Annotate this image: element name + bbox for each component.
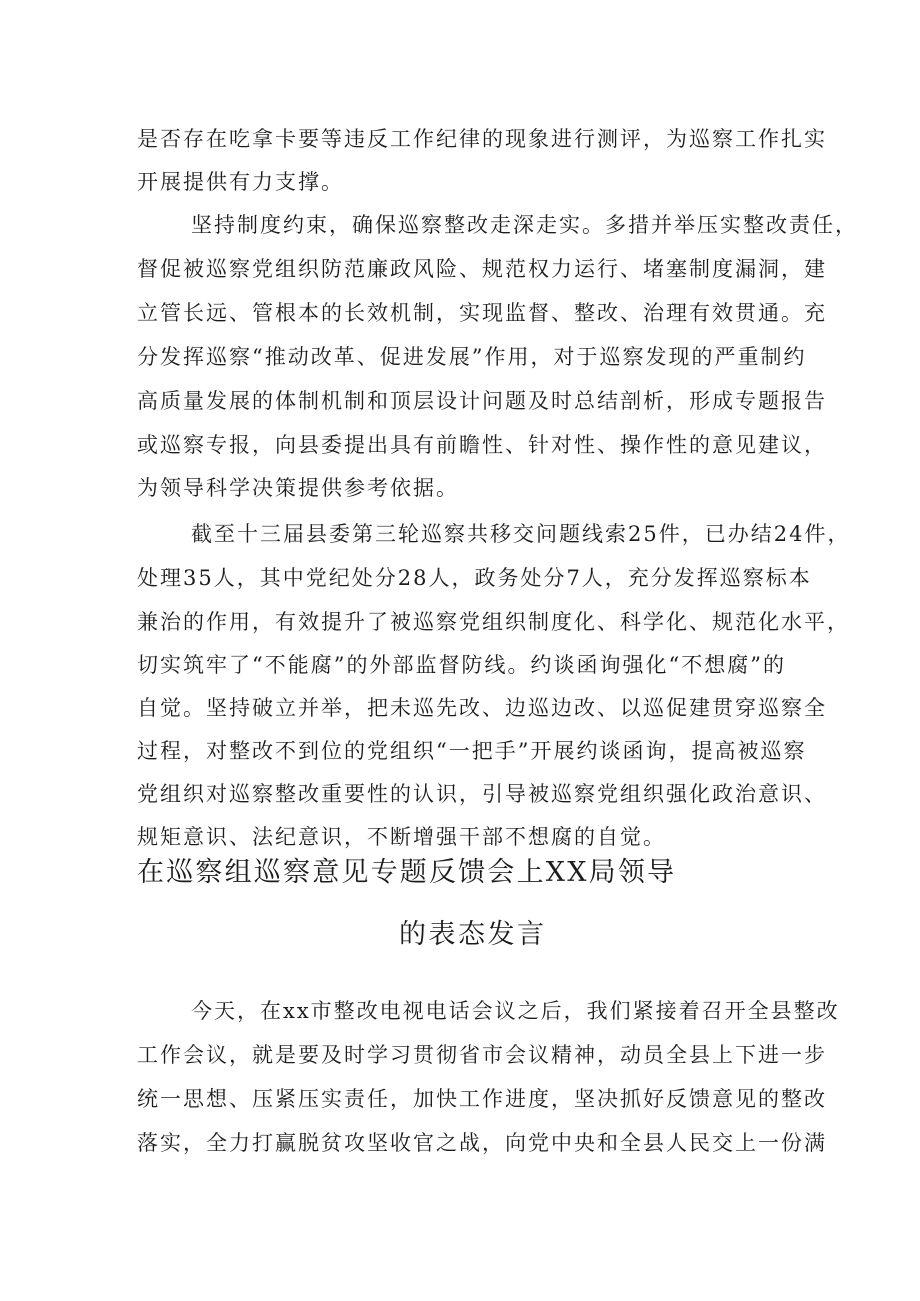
paragraph-line: 切实筑牢了“不能腐”的外部监督防线。约谈函询强化“不想腐”的 xyxy=(137,653,786,677)
paragraph-line: 分发挥巡察“推动改革、促进发展”作用，对于巡察发现的严重制约 xyxy=(137,345,807,369)
paragraph-line: 统一思想、压紧压实责任，加快工作进度，坚决抓好反馈意见的整改 xyxy=(137,1087,827,1111)
paragraph-line: 自觉。坚持破立并举，把未巡先改、边巡边改、以巡促建贯穿巡察全 xyxy=(137,696,827,720)
paragraph-line: 工作会议，就是要及时学习贯彻省市会议精神，动员全县上下进一步 xyxy=(137,1043,827,1067)
paragraph-line: 过程，对整改不到位的党组织“一把手”开展约谈函询，提高被巡察 xyxy=(137,739,807,763)
paragraph-line: 落实，全力打赢脱贫攻坚收官之战，向党中央和全县人民交上一份满 xyxy=(137,1131,827,1155)
speech-title-line1: 在巡察组巡察意见专题反馈会上XX局领导 xyxy=(137,857,677,888)
paragraph-line: 兼治的作用，有效提升了被巡察党组织制度化、科学化、规范化水平， xyxy=(137,610,850,634)
paragraph-line: 高质量发展的体制机制和顶层设计问题及时总结剖析，形成专题报告 xyxy=(137,389,827,413)
paragraph-line: 为领导科学决策提供参考依据。 xyxy=(137,476,459,500)
paragraph-line: 立管长远、管根本的长效机制，实现监督、整改、治理有效贯通。充 xyxy=(137,301,827,325)
paragraph-line: 是否存在吃拿卡要等违反工作纪律的现象进行测评，为巡察工作扎实 xyxy=(137,127,827,151)
paragraph-line: 规矩意识、法纪意识，不断增强干部不想腐的自觉。 xyxy=(137,825,666,849)
paragraph-line: 处理35人，其中党纪处分28人，政务处分7人，充分发挥巡察标本 xyxy=(137,566,812,590)
speech-title-line2: 的表态发言 xyxy=(399,919,547,950)
paragraph-line: 或巡察专报，向县委提出具有前瞻性、针对性、操作性的意见建议， xyxy=(137,433,827,457)
paragraph-line: 截至十三届县委第三轮巡察共移交问题线索25件，已办结24件， xyxy=(191,522,851,546)
paragraph-line: 坚持制度约束，确保巡察整改走深走实。多措并举压实整改责任， xyxy=(191,213,858,237)
paragraph-line: 今天，在xx市整改电视电话会议之后，我们紧接着召开全县整改 xyxy=(191,999,840,1023)
paragraph-line: 开展提供有力支撑。 xyxy=(137,170,344,194)
paragraph-line: 督促被巡察党组织防范廉政风险、规范权力运行、堵塞制度漏洞，建 xyxy=(137,257,827,281)
paragraph-line: 党组织对巡察整改重要性的认识，引导被巡察党组织强化政治意识、 xyxy=(137,782,827,806)
